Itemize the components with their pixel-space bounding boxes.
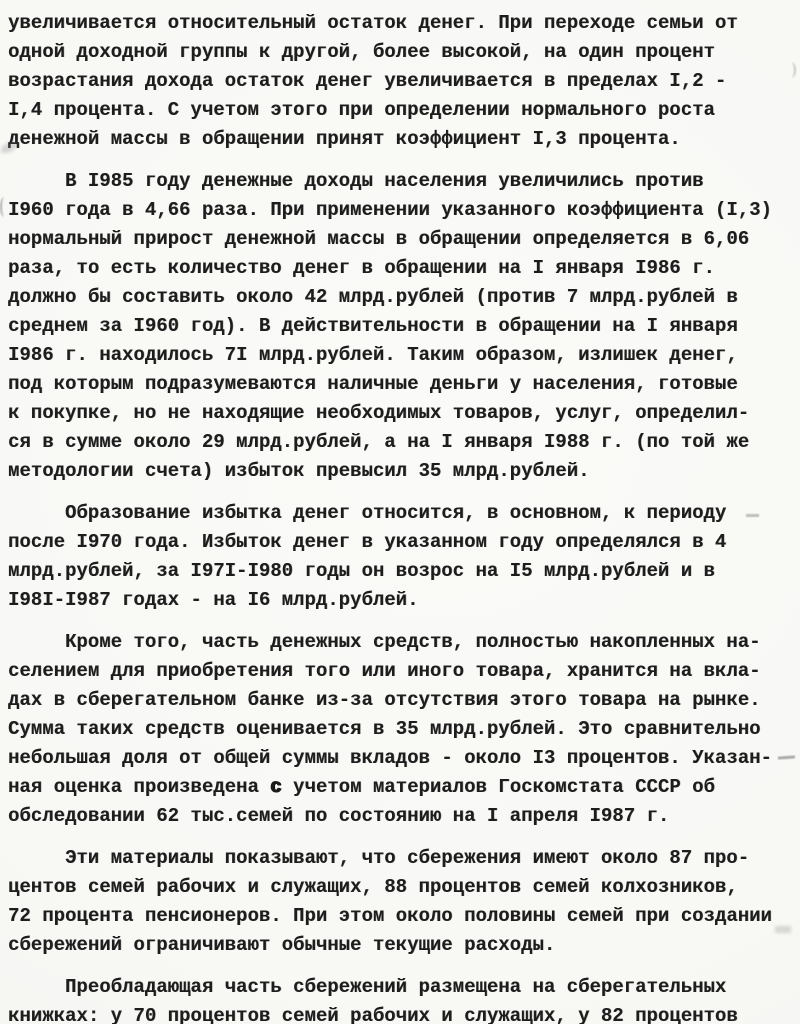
paragraph	[8, 973, 800, 1024]
text-line: I,4 процента. С учетом этого при определении нормального роста	[8, 99, 715, 121]
paragraph	[8, 628, 800, 831]
text-line: центов семей рабочих и служащих, 88 процентов семей колхозников,	[8, 876, 738, 898]
text-line: Эти материалы показывают, что сбережения имеют около 87 про-	[65, 847, 750, 869]
text-line: методологии счета) избыток превысил 35 млрд.рублей.	[8, 460, 590, 482]
text-line: ся в сумме около 29 млрд.рублей, а на I января I988 г. (по той же	[8, 431, 750, 453]
text-line: нормальный прирост денежной массы в обращении определяется в 6,06	[8, 228, 750, 250]
text-line: раза, то есть количество денег в обращении на I января I986 г.	[8, 257, 715, 279]
text-line: I986 г. находилось 7I млрд.рублей. Таким образом, излишек денег,	[8, 344, 738, 366]
text-line: I960 года в 4,66 раза. При применении указанного коэффициента (I,3)	[8, 199, 772, 221]
text-line: дах в сберегательном банке из-за отсутствия этого товара на рынке.	[8, 689, 761, 711]
text-line: сбережений ограничивают обычные текущие расходы.	[8, 934, 556, 956]
text-line: под которым подразумеваются наличные деньги у населения, готовые	[8, 373, 738, 395]
text-line: млрд.рублей, за I97I-I980 годы он возрос на I5 млрд.рублей и в	[8, 560, 715, 582]
text-line: селением для приобретения того или иного товара, хранится на вкла-	[8, 660, 761, 682]
text-line: В I985 году денежные доходы населения увеличились против	[65, 170, 704, 192]
paragraph	[8, 167, 800, 486]
text-line: обследовании 62 тыс.семей по состоянию на I апреля I987 г.	[8, 805, 670, 827]
paragraph	[8, 844, 800, 960]
text-line: Преобладающая часть сбережений размещена на сберегательных	[65, 976, 727, 998]
text-line: возрастания дохода остаток денег увеличивается в пределах I,2 -	[8, 70, 727, 92]
text-line: книжках: у 70 процентов семей рабочих и служащих, у 82 процентов	[8, 1005, 738, 1024]
text-line: среднем за I960 год). В действительности в обращении на I января	[8, 315, 738, 337]
text-line: к покупке, но не находящие необходимых товаров, услуг, определил-	[8, 402, 750, 424]
text-line: I98I-I987 годах - на I6 млрд.рублей.	[8, 589, 419, 611]
text-line: Образование избытка денег относится, в основном, к периоду	[65, 502, 727, 524]
text-line: денежной массы в обращении принят коэффициент I,3 процента.	[8, 128, 681, 150]
text-line: увеличивается относительный остаток денег. При переходе семьи от	[8, 12, 738, 34]
text-line: 72 процента пенсионеров. При этом около половины семей при создании	[8, 905, 772, 927]
text-line: одной доходной группы к другой, более высокой, на один процент	[8, 41, 715, 63]
text-line: небольшая доля от общей суммы вкладов - около I3 процентов. Указан-	[8, 747, 772, 769]
paragraph	[8, 499, 800, 615]
text-line: после I970 года. Избыток денег в указанном году определялся в 4	[8, 531, 727, 553]
text-line: должно бы составить около 42 млрд.рублей (против 7 млрд.рублей в	[8, 286, 738, 308]
paragraph	[8, 9, 800, 154]
text-line: ная оценка произведена с учетом материалов Госкомстата СССР об	[8, 776, 715, 798]
text-line: Сумма таких средств оценивается в 35 млрд.рублей. Это сравнительно	[8, 718, 761, 740]
text-line: Кроме того, часть денежных средств, полностью накопленных на-	[65, 631, 761, 653]
overstruck-char: с	[270, 776, 282, 798]
text-block	[8, 9, 800, 1024]
